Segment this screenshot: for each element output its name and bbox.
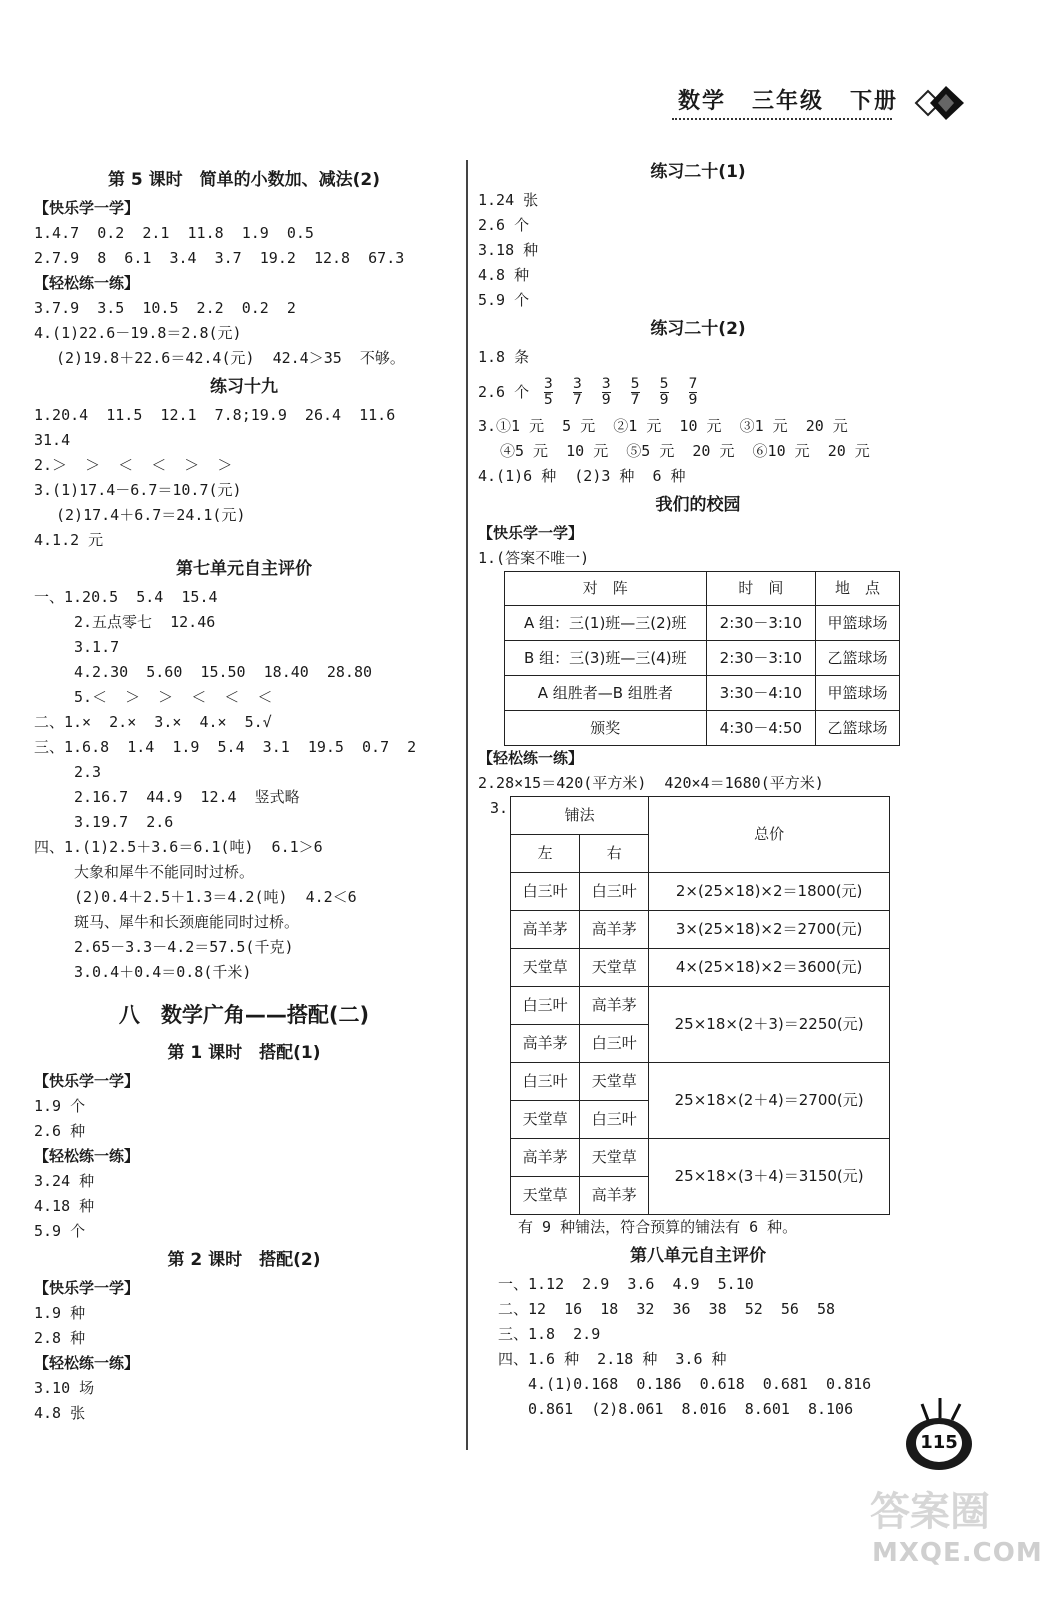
section-tag: 【快乐学一学】 (34, 199, 140, 217)
answer-line: 2.8 种 (34, 1329, 86, 1347)
table-cell: 高羊茅 (580, 1177, 649, 1215)
section-title: 练习二十(1) (650, 162, 746, 182)
header-volume: 下册 (850, 89, 899, 114)
answer-line: 3.7.9 3.5 10.5 2.2 0.2 2 (34, 299, 296, 317)
table-cell: 25×18×(3＋4)＝3150(元) (649, 1139, 890, 1215)
answer-line: 1.24 张 (478, 191, 539, 209)
table-cell: 右 (580, 835, 649, 873)
table-cell: 乙篮球场 (816, 711, 900, 746)
table-row (511, 911, 890, 949)
answer-line: 4.(1)6 种 (2)3 种 6 种 (478, 467, 686, 485)
answer-line: 2.6 个 (478, 216, 530, 234)
table-cell: 天堂草 (511, 1101, 580, 1139)
section-title: 练习十九 (210, 377, 278, 397)
answer-line: 斑马、犀牛和长颈鹿能同时过桥。 (74, 913, 300, 931)
answer-line: 有 9 种铺法，符合预算的铺法有 6 种。 (518, 1218, 798, 1236)
answer-line: 二、12 16 18 32 36 38 52 56 58 (498, 1300, 836, 1318)
answer-line: 3. (490, 799, 509, 817)
left-column (34, 164, 454, 1426)
table-cell: A 组：三(1)班—三(2)班 (505, 606, 707, 641)
fraction (573, 377, 582, 408)
fraction (602, 377, 611, 408)
answer-line: 3.24 种 (34, 1172, 95, 1190)
header-grade: 三年级 (752, 89, 825, 114)
answer-line: 31.4 (34, 431, 71, 449)
table-cell: 地 点 (816, 572, 900, 606)
header-subject: 数学 (678, 89, 727, 114)
answer-line: 2.6 个 (478, 383, 530, 401)
table-cell: 总价 (649, 797, 890, 873)
answer-line: 4.(1)0.168 0.186 0.618 0.681 0.816 (528, 1375, 872, 1393)
answer-line: 3.19.7 2.6 (74, 813, 174, 831)
answer-line: 二、1.× 2.× 3.× 4.× 5.√ (34, 713, 272, 731)
section-title: 练习二十(2) (650, 319, 746, 339)
section-tag: 【轻松练一练】 (34, 274, 140, 292)
table-row (511, 1139, 890, 1177)
table-cell: 天堂草 (580, 1139, 649, 1177)
right-column (478, 156, 918, 1422)
fraction (544, 377, 553, 408)
table-cell: 2×(25×18)×2＝1800(元) (649, 873, 890, 911)
table-row (511, 1063, 890, 1101)
answer-line: 4.2.30 5.60 15.50 18.40 28.80 (74, 663, 373, 681)
table-cell: 高羊茅 (511, 911, 580, 949)
table-cell: 白三叶 (511, 873, 580, 911)
table-cell: 高羊茅 (580, 987, 649, 1025)
table-row (511, 949, 890, 987)
schedule-table (504, 571, 900, 746)
table-cell: 对 阵 (505, 572, 707, 606)
table-row (511, 873, 890, 911)
table-cell: 高羊茅 (511, 1025, 580, 1063)
answer-line: 4.(1)22.6－19.8＝2.8(元) (34, 324, 242, 342)
table-cell: 高羊茅 (511, 1139, 580, 1177)
answer-line: 三、1.6.8 1.4 1.9 5.4 3.1 19.5 0.7 2 (34, 738, 417, 756)
answer-line: 5.9 个 (478, 291, 530, 309)
table-row (505, 606, 900, 641)
fraction-numerator: 5 (659, 376, 669, 392)
table-cell: 高羊茅 (580, 911, 649, 949)
answer-line: 3.1.7 (74, 638, 120, 656)
table-row (505, 711, 900, 746)
table-cell: 白三叶 (511, 987, 580, 1025)
answer-line: 1.9 个 (34, 1097, 86, 1115)
section-title: 第七单元自主评价 (176, 559, 312, 579)
lawn-cost-table (510, 796, 890, 1215)
fraction-numerator: 3 (543, 376, 553, 392)
table-header-row (505, 572, 900, 606)
answer-line: 2.五点零七 12.46 (74, 613, 216, 631)
answer-line: 1.4.7 0.2 2.1 11.8 1.9 0.5 (34, 224, 314, 242)
section-tag: 【快乐学一学】 (34, 1072, 140, 1090)
table-cell: 甲篮球场 (816, 606, 900, 641)
answer-line: 4.8 种 (478, 266, 530, 284)
table-header-row (511, 797, 890, 835)
column-divider (466, 160, 468, 1450)
fraction (689, 377, 698, 408)
fraction (631, 377, 640, 408)
answer-line: 2.16.7 44.9 12.4 竖式略 (74, 788, 300, 806)
fraction-numerator: 7 (688, 376, 698, 392)
answer-line: (2)19.8＋22.6＝42.4(元) 42.4＞35 不够。 (56, 349, 405, 367)
fraction-list (534, 376, 708, 408)
section-tag: 【快乐学一学】 (478, 524, 584, 542)
answer-line: 4.8 张 (34, 1404, 86, 1422)
table-cell: 左 (511, 835, 580, 873)
answer-line: 2.＞ ＞ ＜ ＜ ＞ ＞ (34, 456, 233, 474)
answer-line: (2)17.4＋6.7＝24.1(元) (56, 506, 246, 524)
table-cell: 天堂草 (580, 1063, 649, 1101)
table-cell: 天堂草 (511, 1177, 580, 1215)
table-cell: 时 间 (706, 572, 816, 606)
answer-line: 2.3 (74, 763, 102, 781)
answer-line: 1.8 条 (478, 348, 530, 366)
section-title: 第 2 课时 搭配(2) (167, 1250, 321, 1270)
fraction-denominator: 7 (630, 392, 640, 408)
answer-line: 四、1.(1)2.5＋3.6＝6.1(吨) 6.1＞6 (34, 838, 323, 856)
table-cell: 铺法 (511, 797, 649, 835)
table-cell: 25×18×(2＋4)＝2700(元) (649, 1063, 890, 1139)
section-tag: 【快乐学一学】 (34, 1279, 140, 1297)
table-cell: 白三叶 (580, 873, 649, 911)
answer-line: 2.7.9 8 6.1 3.4 3.7 19.2 12.8 67.3 (34, 249, 405, 267)
fraction-line (478, 370, 918, 414)
fraction-denominator: 9 (688, 392, 698, 408)
watermark-url: MXQE.COM (872, 1538, 1043, 1568)
answer-line: 3.10 场 (34, 1379, 95, 1397)
answer-line: 5.＜ ＞ ＞ ＜ ＜ ＜ (74, 688, 273, 706)
table-cell: A 组胜者—B 组胜者 (505, 676, 707, 711)
header-divider (672, 118, 892, 120)
answer-line: 一、1.12 2.9 3.6 4.9 5.10 (498, 1275, 754, 1293)
answer-line: (2)0.4＋2.5＋1.3＝4.2(吨) 4.2＜6 (74, 888, 357, 906)
section-tag: 【轻松练一练】 (34, 1147, 140, 1165)
answer-line: 2.65－3.3－4.2＝57.5(千克) (74, 938, 294, 956)
answer-line: 2.6 种 (34, 1122, 86, 1140)
table-row (505, 641, 900, 676)
answer-line: 4.18 种 (34, 1197, 95, 1215)
table-cell: 4×(25×18)×2＝3600(元) (649, 949, 890, 987)
section-tag: 【轻松练一练】 (34, 1354, 140, 1372)
table-row (511, 987, 890, 1025)
fraction (660, 377, 669, 408)
unit-title: 八 数学广角——搭配(二) (118, 1003, 370, 1027)
answer-line: 一、1.20.5 5.4 15.4 (34, 588, 218, 606)
answer-line: 1.(答案不唯一) (478, 549, 590, 567)
answer-line: 2.28×15＝420(平方米) 420×4＝1680(平方米) (478, 774, 824, 792)
table-row (505, 676, 900, 711)
answer-line: 5.9 个 (34, 1222, 86, 1240)
fraction-numerator: 5 (630, 376, 640, 392)
answer-line: 3.①1 元 5 元 ②1 元 10 元 ③1 元 20 元 (478, 417, 848, 435)
table-cell: 3×(25×18)×2＝2700(元) (649, 911, 890, 949)
page-header (678, 84, 924, 115)
table-cell: B 组：三(3)班—三(4)班 (505, 641, 707, 676)
answer-line: 1.20.4 11.5 12.1 7.8;19.9 26.4 11.6 (34, 406, 396, 424)
table-cell: 4:30－4:50 (706, 711, 816, 746)
table-cell: 颁奖 (505, 711, 707, 746)
table-cell: 甲篮球场 (816, 676, 900, 711)
table-cell: 2:30－3:10 (706, 606, 816, 641)
section-title: 第 5 课时 简单的小数加、减法(2) (107, 170, 381, 190)
watermark: 答案圈 (870, 1489, 990, 1535)
page-number: 115 (916, 1424, 962, 1462)
answer-line: 3.(1)17.4－6.7＝10.7(元) (34, 481, 242, 499)
fraction-denominator: 5 (543, 392, 553, 408)
fraction-denominator: 7 (572, 392, 582, 408)
table-cell: 2:30－3:10 (706, 641, 816, 676)
answer-line: ④5 元 10 元 ⑤5 元 20 元 ⑥10 元 20 元 (500, 442, 870, 460)
table-cell: 乙篮球场 (816, 641, 900, 676)
fraction-numerator: 3 (572, 376, 582, 392)
answer-line: 3.0.4＋0.4＝0.8(千米) (74, 963, 252, 981)
answer-line: 4.1.2 元 (34, 531, 104, 549)
table-cell: 25×18×(2＋3)＝2250(元) (649, 987, 890, 1063)
answer-line: 0.861 (2)8.061 8.016 8.601 8.106 (528, 1400, 854, 1418)
table-cell: 白三叶 (511, 1063, 580, 1101)
answer-line: 三、1.8 2.9 (498, 1325, 601, 1343)
table-cell: 天堂草 (580, 949, 649, 987)
fraction-numerator: 3 (601, 376, 611, 392)
table-cell: 白三叶 (580, 1025, 649, 1063)
section-tag: 【轻松练一练】 (478, 749, 584, 767)
fraction-denominator: 9 (659, 392, 669, 408)
section-title: 第 1 课时 搭配(1) (167, 1043, 321, 1063)
table-cell: 3:30－4:10 (706, 676, 816, 711)
section-title: 第八单元自主评价 (630, 1246, 766, 1266)
answer-line: 3.18 种 (478, 241, 539, 259)
answer-line: 四、1.6 种 2.18 种 3.6 种 (498, 1350, 727, 1368)
answer-line: 大象和犀牛不能同时过桥。 (74, 863, 255, 881)
answer-line: 1.9 种 (34, 1304, 86, 1322)
section-title: 我们的校园 (655, 495, 741, 515)
lawn-table-block (478, 796, 918, 1215)
diamond-decoration-icon (908, 80, 968, 126)
table-cell: 天堂草 (511, 949, 580, 987)
fraction-denominator: 9 (601, 392, 611, 408)
table-cell: 白三叶 (580, 1101, 649, 1139)
